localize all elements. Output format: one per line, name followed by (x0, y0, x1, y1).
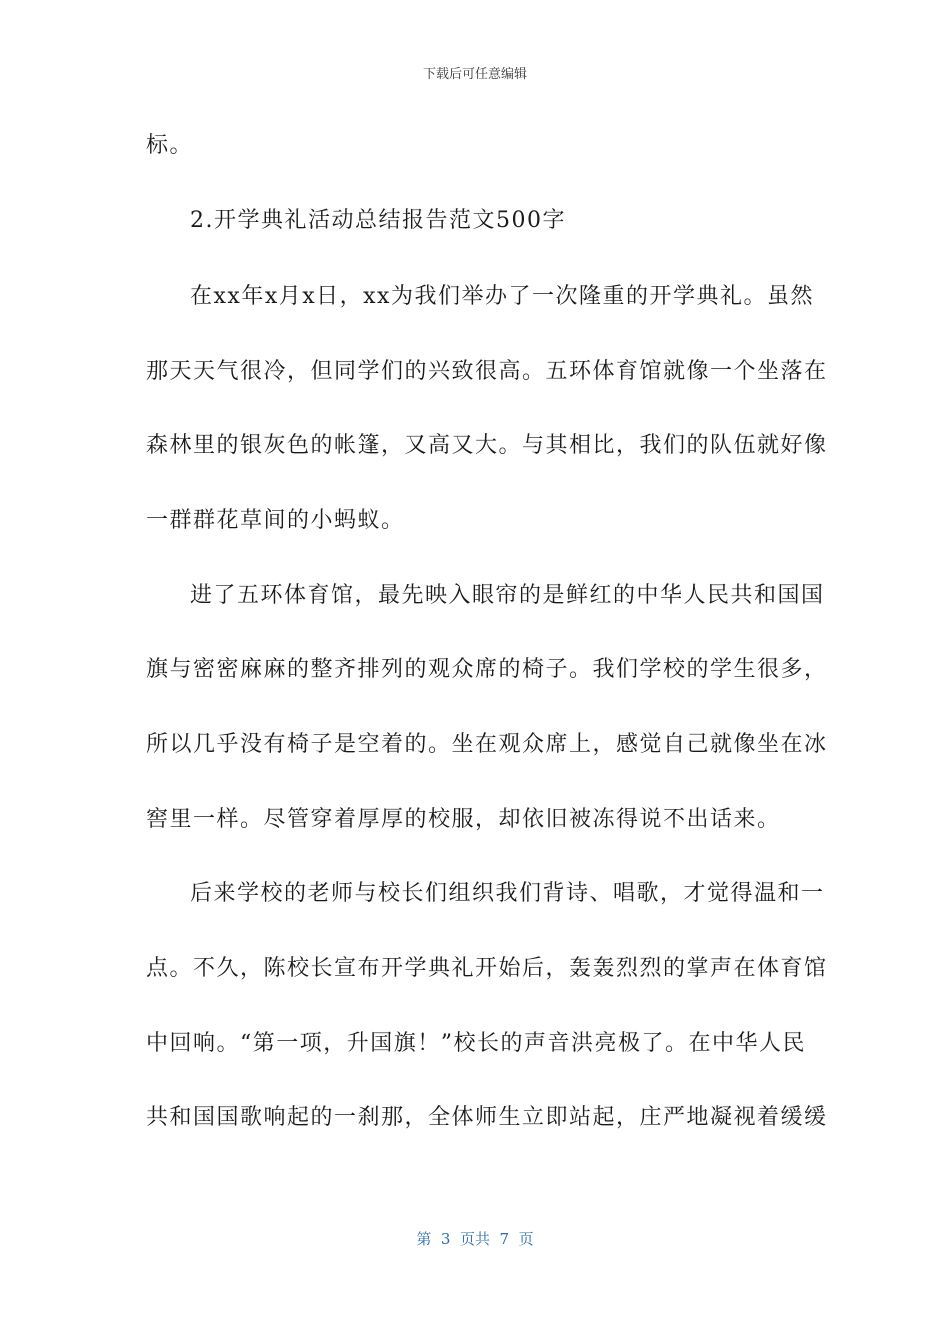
text-line: 后来学校的老师与校长们组织我们背诗、唱歌，才觉得温和一 (190, 881, 825, 906)
text-line: 中回响。“第一项，升国旗！”校长的声音洪亮极了。在中华人民 (146, 1031, 806, 1056)
text-line: 点。不久，陈校长宣布开学典礼开始后，轰轰烈烈的掌声在体育馆 (146, 956, 828, 981)
text-line: 旗与密密麻麻的整齐排列的观众席的椅子。我们学校的学生很多， (146, 657, 828, 682)
text-line: 窖里一样。尽管穿着厚厚的校服，却依旧被冻得说不出话来。 (146, 807, 781, 832)
text-line: 标。 (146, 133, 194, 158)
page-header: 下载后可任意编辑 (422, 67, 527, 82)
text-line: 所以几乎没有椅子是空着的。坐在观众席上，感觉自己就像坐在冰 (146, 732, 828, 757)
section-heading: 2.开学典礼活动总结报告范文500字 (190, 208, 566, 233)
page-footer: 第 3 页共 7 页 (416, 1230, 534, 1248)
text-line: 在xx年x月x日，xx为我们举办了一次隆重的开学典礼。虽然 (190, 284, 814, 309)
text-line: 那天天气很冷，但同学们的兴致很高。五环体育馆就像一个坐落在 (146, 359, 828, 384)
text-line: 一群群花草间的小蚂蚁。 (146, 508, 405, 533)
text-line: 共和国国歌响起的一刹那，全体师生立即站起，庄严地凝视着缓缓 (146, 1105, 828, 1130)
text-line: 森林里的银灰色的帐篷，又高又大。与其相比，我们的队伍就好像 (146, 433, 828, 458)
text-line: 进了五环体育馆，最先映入眼帘的是鲜红的中华人民共和国国 (190, 583, 825, 608)
